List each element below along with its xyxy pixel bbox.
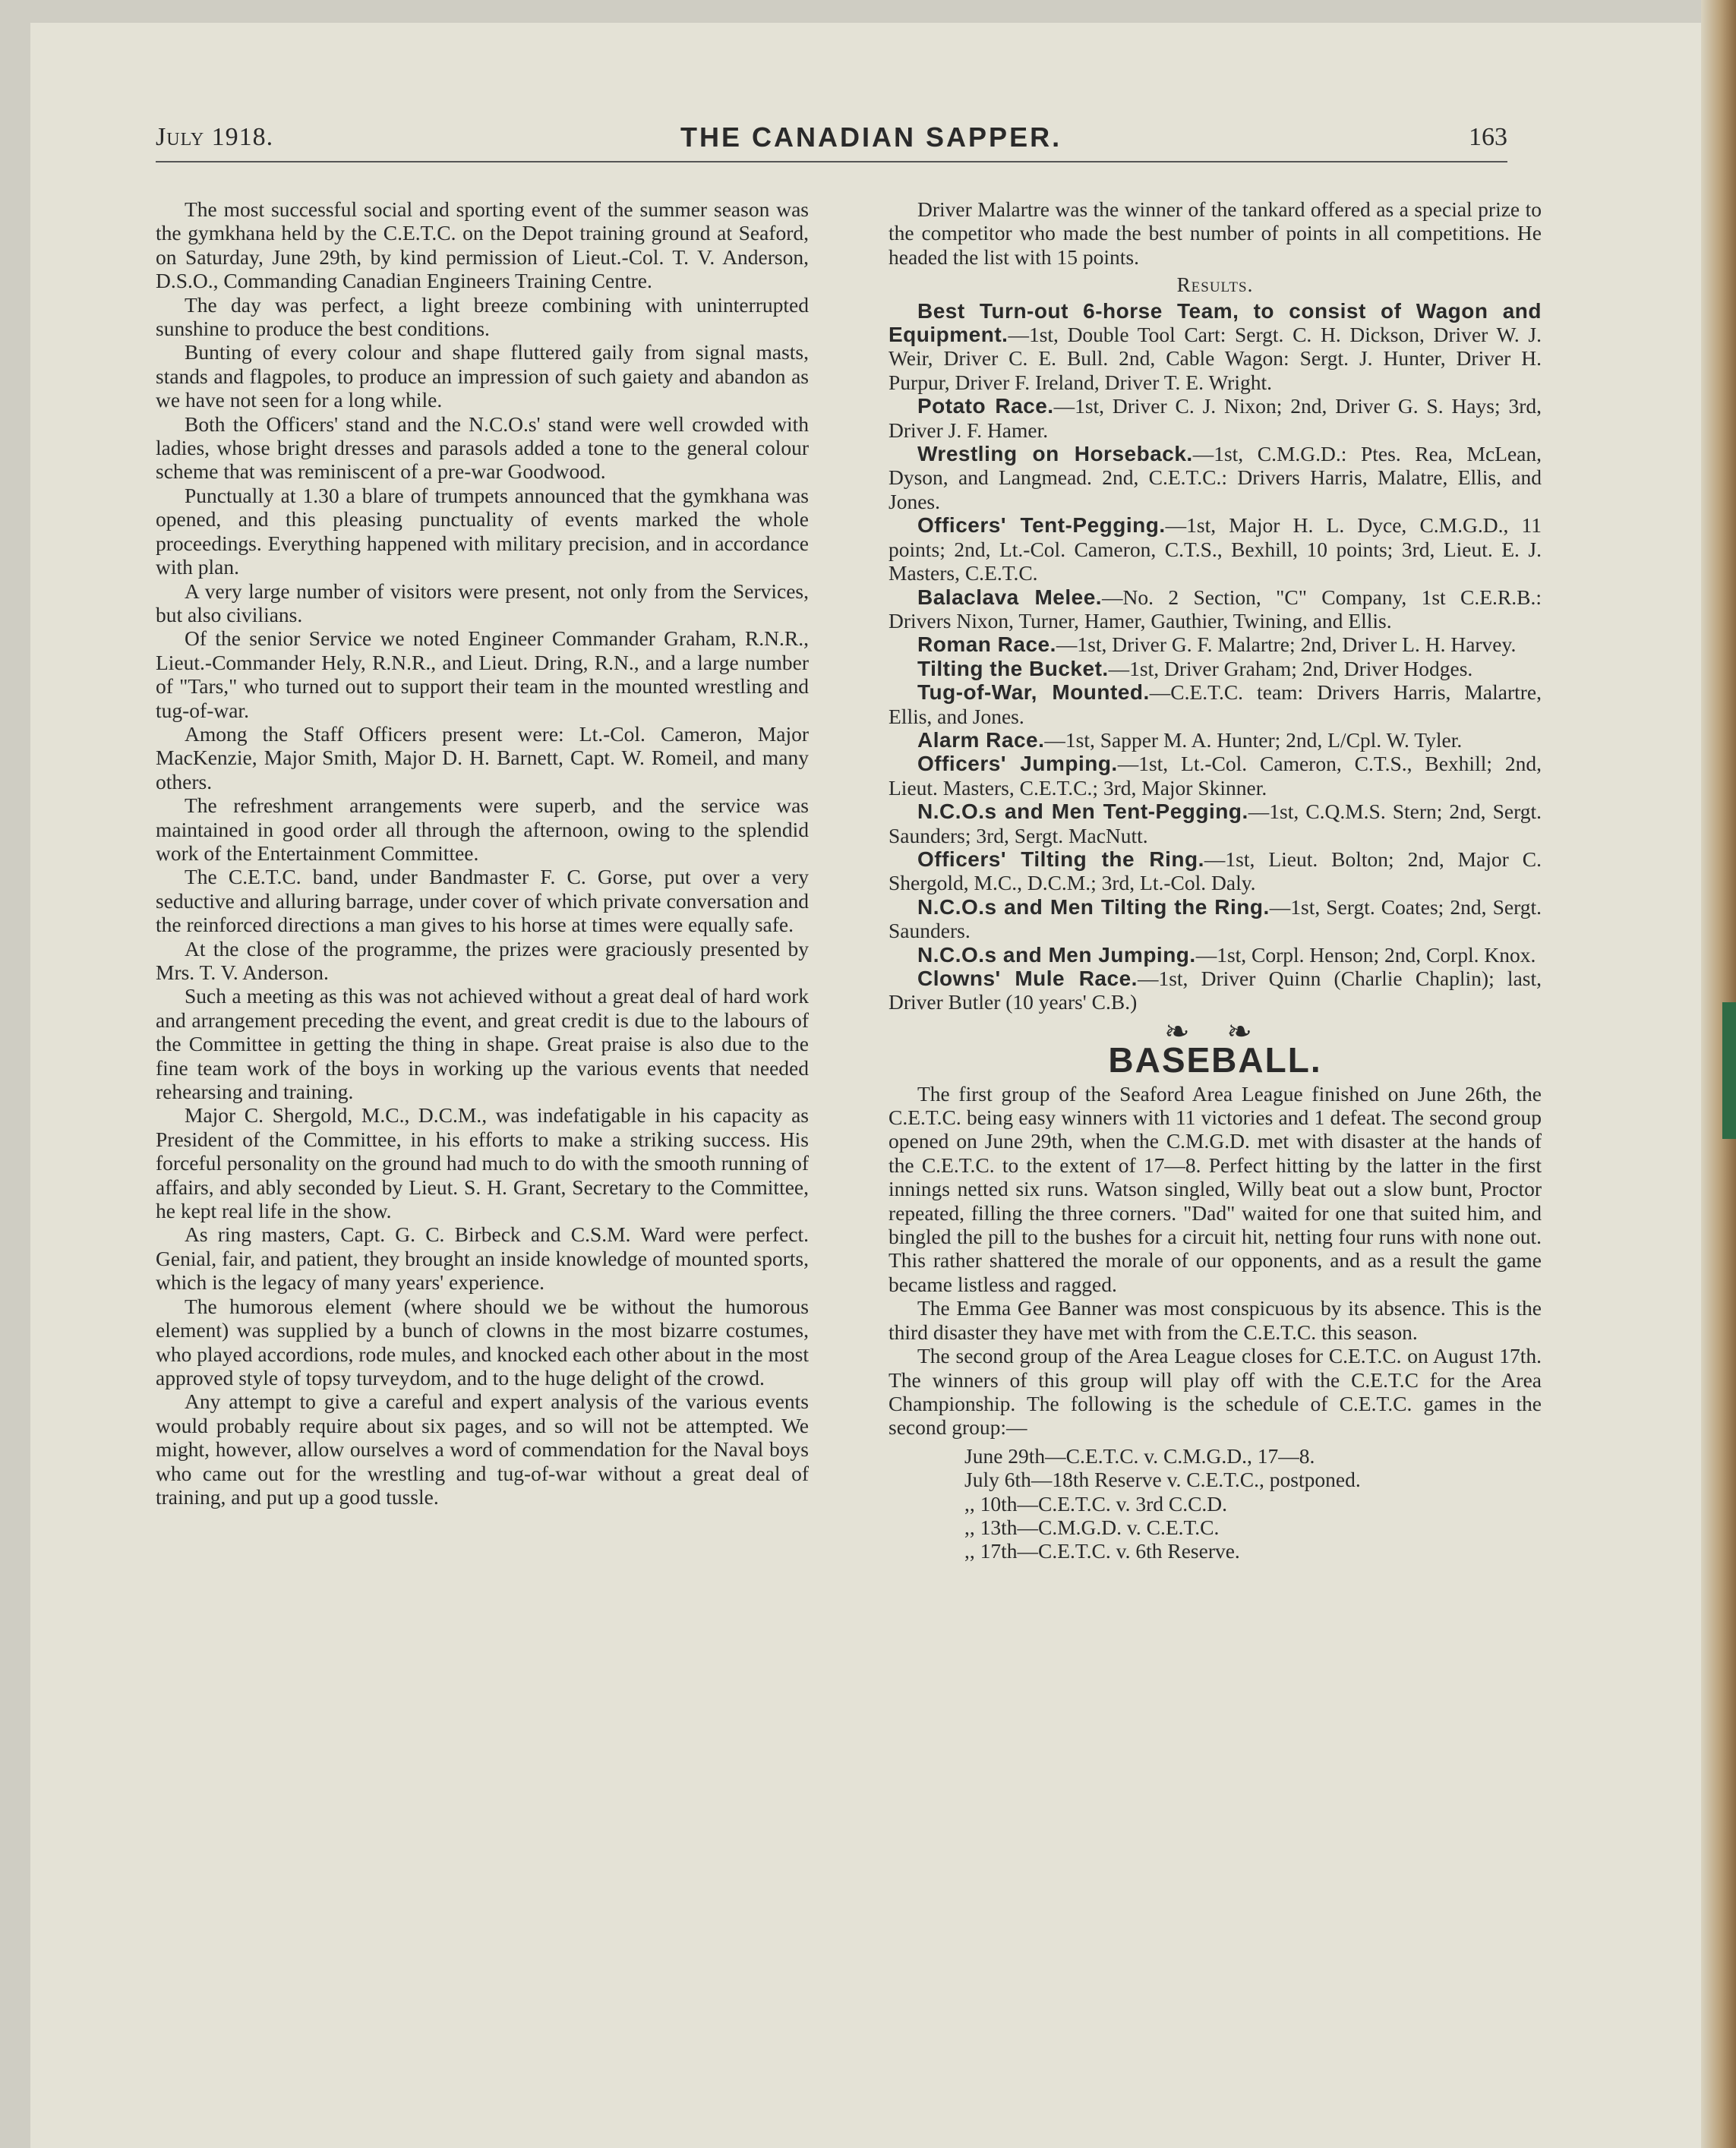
event-name: N.C.O.s and Men Jumping. <box>917 942 1196 967</box>
result-entry <box>889 847 1542 895</box>
result-entry <box>889 895 1542 943</box>
result-entry <box>889 943 1542 967</box>
result-entry <box>889 394 1542 442</box>
paragraph: The second group of the Area League closes for C.E.T.C. on August 17th. The winners of this group will play off with the C.E.T.C for the Area Championship. The following is the schedule of C.E.T.C. games in the second group:— <box>889 1344 1542 1440</box>
event-result: —No. 2 Section, "C" Company, 1st C.E.R.B.: Drivers Nixon, Turner, Hamer, Gauthier, Twining, and Ellis. <box>889 585 1542 632</box>
event-name: Tug-of-War, Mounted. <box>917 680 1150 705</box>
event-name: Wrestling on Horseback. <box>917 442 1193 466</box>
event-name: Tilting the Bucket. <box>917 656 1109 680</box>
event-name: Officers' Tilting the Ring. <box>917 847 1204 871</box>
left-column <box>156 197 809 1509</box>
results-heading: Results. <box>1176 273 1254 297</box>
result-entry <box>889 657 1542 680</box>
event-result: —1st, Driver C. J. Nixon; 2nd, Driver G. S. Hays; 3rd, Driver J. F. Hamer. <box>889 394 1542 442</box>
result-entry <box>889 680 1542 728</box>
event-name: N.C.O.s and Men Tilting the Ring. <box>917 894 1270 919</box>
paragraph: The most successful social and sporting event of the summer season was the gymkhana held by the C.E.T.C. on the Depot training ground at Seaford, on Saturday, June 29th, by kind permission of Lieut.-Col. T. V. Anderson, D.S.O., Commanding Canadian Engineers Training Centre. <box>156 197 809 293</box>
schedule-line: ,, 10th—C.E.T.C. v. 3rd C.C.D. <box>964 1491 1228 1516</box>
event-result: —1st, Sergt. Coates; 2nd, Sergt. Saunders. <box>889 894 1542 943</box>
paragraph: Punctually at 1.30 a blare of trumpets announced that the gymkhana was opened, and this pleasing punctuality of events marked the whole proceedings. Everything happened with military precision, and in accordance with plan. <box>156 483 809 579</box>
event-name: Alarm Race. <box>917 727 1045 752</box>
paragraph: Of the senior Service we noted Engineer Commander Graham, R.N.R., Lieut.-Commander Hely, R.N.R., and Lieut. Dring, R.N., and a large number of "Tars," who turned out to support their team in the mounted wrestling and tug-of-war. <box>156 626 809 722</box>
schedule-line: June 29th—C.E.T.C. v. C.M.G.D., 17—8. <box>964 1443 1315 1468</box>
result-entry <box>889 513 1542 585</box>
event-name: Clowns' Mule Race. <box>917 967 1138 990</box>
event-name: Balaclava Melee. <box>917 585 1103 609</box>
paragraph: Among the Staff Officers present were: Lt.-Col. Cameron, Major MacKenzie, Major Smith, Major D. H. Barnett, Capt. W. Romeil, and many others. <box>156 721 809 793</box>
paragraph: Such a meeting as this was not achieved without a great deal of hard work and arrangement preceding the event, and great credit is due to the labours of the Committee in getting the thing in shape. Great praise is also due to the fine team work of the boys in working up the various events that needed rehearsing and training. <box>156 984 809 1104</box>
paragraph: The first group of the Seaford Area League finished on June 26th, the C.E.T.C. being easy winners with 11 victories and 1 defeat. The second group opened on June 29th, when the C.M.G.D. met with disaster at the hands of the C.E.T.C. to the extent of 17—8. Perfect hitting by the latter in the first innings netted six runs. Watson singled, Willy beat out a slow bunt, Proctor repeated, filling the three corners. "Dad" waited for one that suited him, and bingled the pill to the bushes for a circuit hit, netting four runs with none out. This rather shattered the morale of our opponents, and as a result the game became listless and ragged. <box>889 1081 1542 1296</box>
paragraph: The C.E.T.C. band, under Bandmaster F. C. Gorse, put over a very seductive and alluring barrage, under cover of which private conversation and the reinforced directions a man gives to his horse at times were equally safe. <box>156 865 809 937</box>
schedule-line: July 6th—18th Reserve v. C.E.T.C., postponed. <box>964 1468 1361 1492</box>
event-name: Potato Race. <box>917 394 1054 418</box>
result-entry <box>889 967 1542 1014</box>
paragraph: At the close of the programme, the prizes were graciously presented by Mrs. T. V. Anderson. <box>156 936 809 984</box>
right-column <box>889 197 1542 1563</box>
event-result: —1st, Major H. L. Dyce, C.M.G.D., 11 points; 2nd, Lt.-Col. Cameron, C.T.S., Bexhill, 10 points; 3rd, Lieut. E. J. Masters, C.E.T.C. <box>889 513 1542 585</box>
paragraph: The Emma Gee Banner was most conspicuous by its absence. This is the third disaster they have met with from the C.E.T.C. this season. <box>889 1296 1542 1344</box>
event-name: Officers' Tent-Pegging. <box>917 513 1166 538</box>
event-result: —1st, Driver Quinn (Charlie Chaplin); last, Driver Butler (10 years' C.B.) <box>889 967 1542 1014</box>
result-entry <box>889 442 1542 513</box>
section-title-baseball: BASEBALL. <box>1108 1040 1322 1080</box>
event-result: —1st, Double Tool Cart: Sergt. C. H. Dickson, Driver W. J. Weir, Driver C. E. Bull. 2nd, Cable Wagon: Sergt. J. Hunter, Driver H. Purpur, Driver F. Ireland, Driver T. E. Wright. <box>889 323 1542 394</box>
event-result: —1st, Driver Graham; 2nd, Driver Hodges. <box>1108 656 1473 680</box>
event-result: —1st, Lt.-Col. Cameron, C.T.S., Bexhill; 2nd, Lieut. Masters, C.E.T.C.; 3rd, Major Skinner. <box>889 752 1542 800</box>
event-result: —1st, Lieut. Bolton; 2nd, Major C. Shergold, M.C., D.C.M.; 3rd, Lt.-Col. Daly. <box>889 847 1542 895</box>
game-schedule <box>964 1444 1542 1563</box>
paragraph: The humorous element (where should we be without the humorous element) was supplied by a bunch of clowns in the most bizarre costumes, who played accordions, rode mules, and knocked each other about in the most approved style of topsy turveydom, and to the huge delight of the crowd. <box>156 1294 809 1389</box>
paragraph: Any attempt to give a careful and expert analysis of the various events would probably require about six pages, and so will not be attempted. We might, however, allow ourselves a word of commendation for the Naval boys who came out for the wrestling and tug-of-war without a great deal of training, and put up a good tussle. <box>156 1389 809 1509</box>
binding-tab <box>1722 1002 1736 1139</box>
event-result: —1st, Sapper M. A. Hunter; 2nd, L/Cpl. W. Tyler. <box>1044 727 1463 752</box>
event-name: Roman Race. <box>917 632 1056 657</box>
event-name: Best Turn-out 6-horse Team, to consist of Wagon and Equipment. <box>889 298 1542 347</box>
tankard-paragraph: Driver Malartre was the winner of the tankard offered as a special prize to the competitor who made the best number of points in all competitions. He headed the list with 15 points. <box>889 197 1542 269</box>
event-result: —1st, Driver G. F. Malartre; 2nd, Driver L. H. Harvey. <box>1056 632 1517 657</box>
paragraph: As ring masters, Capt. G. C. Birbeck and C.S.M. Ward were perfect. Genial, fair, and patient, they brought an inside knowledge of mounted sports, which is the legacy of many years' experience. <box>156 1222 809 1295</box>
page-number: 163 <box>1468 123 1507 151</box>
event-name: Officers' Jumping. <box>917 752 1118 776</box>
result-entry <box>889 800 1542 847</box>
result-entry <box>889 752 1542 800</box>
running-header <box>156 114 1507 162</box>
event-result: —1st, Corpl. Henson; 2nd, Corpl. Knox. <box>1195 942 1536 967</box>
event-result: —1st, C.Q.M.S. Stern; 2nd, Sergt. Saunders; 3rd, Sergt. MacNutt. <box>889 800 1542 847</box>
schedule-line: ,, 13th—C.M.G.D. v. C.E.T.C. <box>964 1515 1220 1539</box>
paragraph: Major C. Shergold, M.C., D.C.M., was indefatigable in his capacity as President of the Committee, in his efforts to make a striking success. His forceful personality on the ground had much to do with the smooth running of affairs, and ably seconded by Lieut. S. H. Grant, Secretary to the Committee, he kept real life in the show. <box>156 1103 809 1223</box>
issue-date: July 1918. <box>156 123 274 151</box>
event-result: —C.E.T.C. team: Drivers Harris, Malartre, Ellis, and Jones. <box>889 680 1542 728</box>
paragraph: A very large number of visitors were present, not only from the Services, but also civilians. <box>156 579 809 626</box>
schedule-line: ,, 17th—C.E.T.C. v. 6th Reserve. <box>964 1539 1240 1563</box>
result-entry <box>889 728 1542 752</box>
result-entry <box>889 632 1542 656</box>
event-result: —1st, C.M.G.D.: Ptes. Rea, McLean, Dyson, and Langmead. 2nd, C.E.T.C.: Drivers Harris, Malatre, Ellis, and Jones. <box>889 442 1542 513</box>
fleuron-ornament-icon: ❧ ❧ <box>1164 1014 1266 1049</box>
publication-title: THE CANADIAN SAPPER. <box>680 121 1062 153</box>
paragraph: The day was perfect, a light breeze combining with uninterrupted sunshine to produce the best conditions. <box>156 292 809 341</box>
result-entry <box>889 299 1542 395</box>
result-entry <box>889 585 1542 633</box>
paragraph: Both the Officers' stand and the N.C.O.s' stand were well crowded with ladies, whose bright dresses and parasols added a tone to the general colour scheme that was reminiscent of a pre-war Goodwood. <box>156 412 809 484</box>
paragraph: Bunting of every colour and shape fluttered gaily from signal masts, stands and flagpoles, to produce an impression of such gaiety and abandon as we have not seen for a long while. <box>156 340 809 412</box>
paragraph: The refreshment arrangements were superb, and the service was maintained in good order all through the afternoon, owing to the splendid work of the Entertainment Committee. <box>156 793 809 865</box>
event-name: N.C.O.s and Men Tent-Pegging. <box>917 800 1248 824</box>
